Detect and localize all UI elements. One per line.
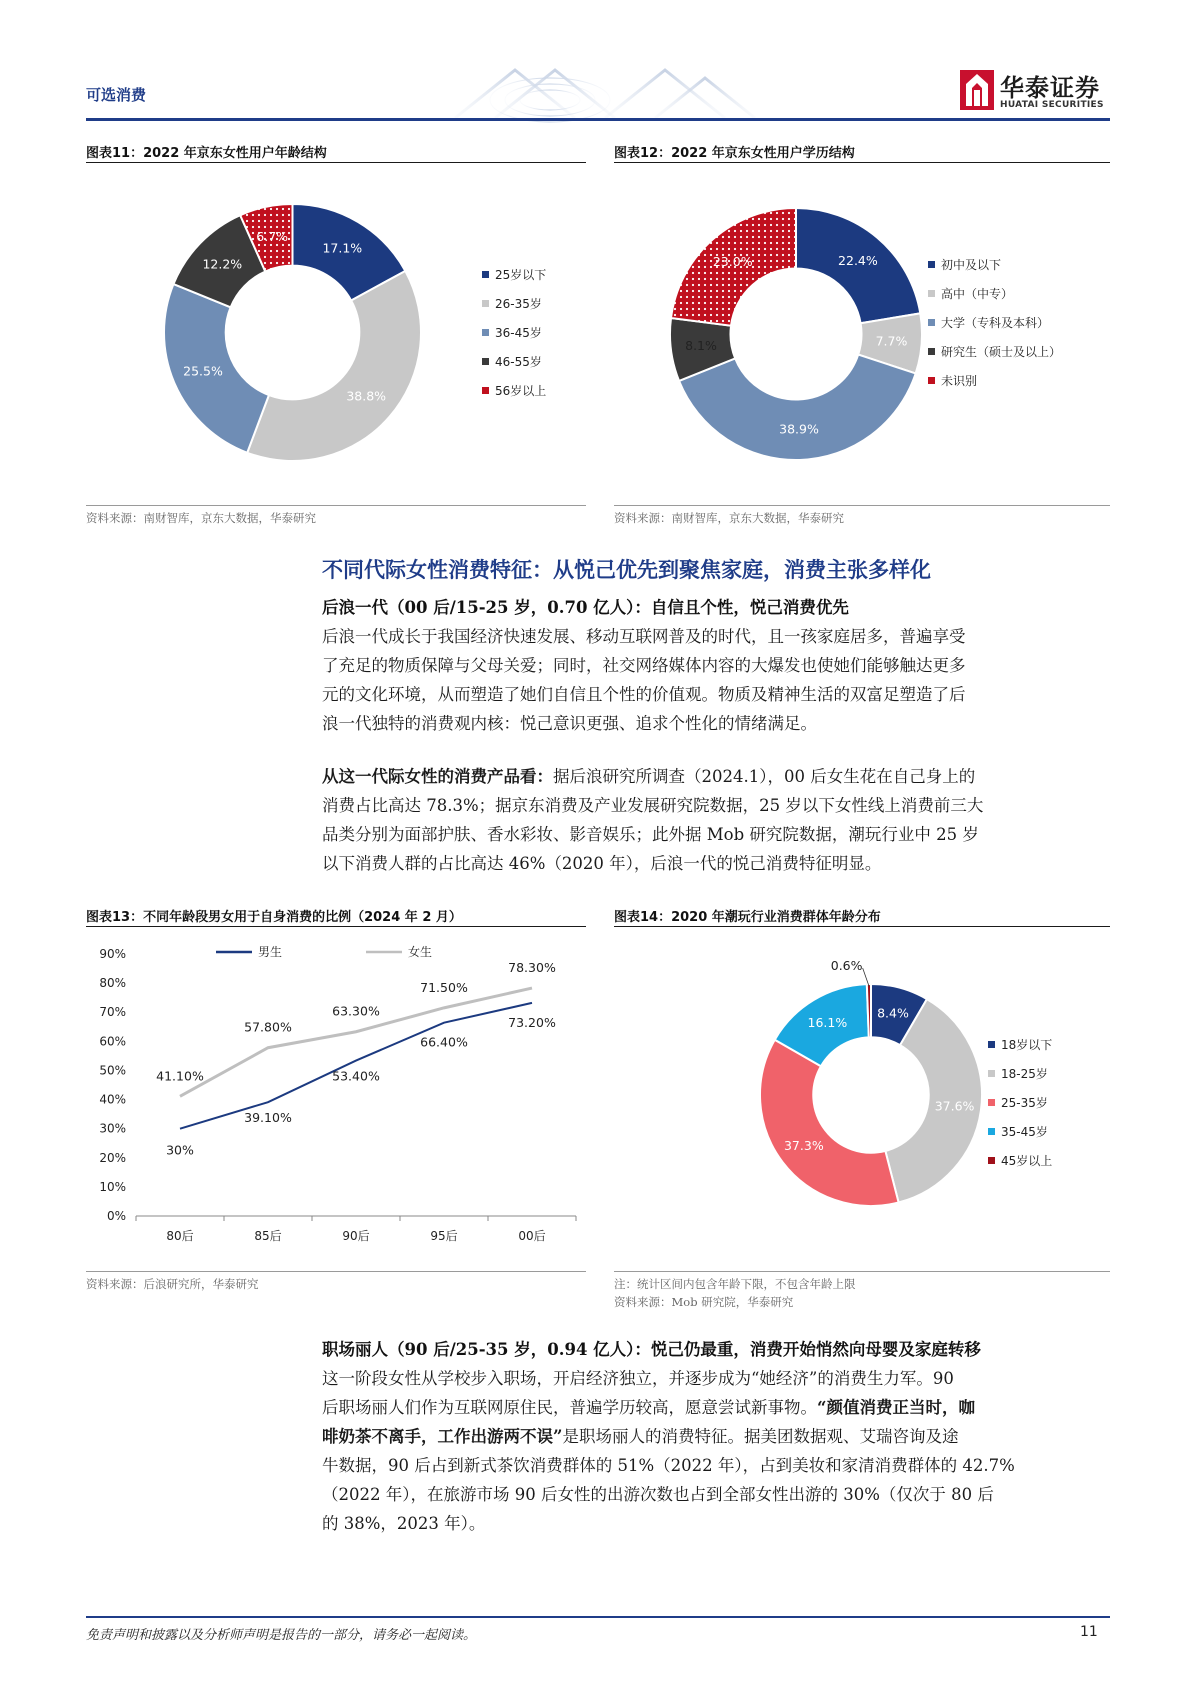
fig12-bottom-rule xyxy=(614,505,1110,506)
fig13-data-label-0-2: 53.40% xyxy=(332,1068,380,1084)
fig14-legend-item-3 xyxy=(988,1123,1048,1140)
fig13-xtick-label-0: 80后 xyxy=(166,1229,194,1243)
workplace-line-4: 牛数据，90 后占到新式茶饮消费群体的 51%（2022 年），占到美妆和家清消费群体的 42.7% xyxy=(322,1456,1015,1475)
fig12-legend-label-4: 未识别 xyxy=(941,374,978,388)
gen-z-p2-line-1: 据后浪研究所调查（2024.1），00 后女生花在自己身上的 xyxy=(553,767,976,786)
fig12-legend-item-0 xyxy=(928,256,1001,273)
fig11-legend-item-1 xyxy=(482,295,542,312)
fig11-legend-label-0: 25岁以下 xyxy=(495,268,547,282)
huatai-logo-mark xyxy=(960,70,994,110)
header-decoration-graphic xyxy=(455,60,785,118)
footer-disclaimer: 免责声明和披露以及分析师声明是报告的一部分，请务必一起阅读。 xyxy=(86,1628,477,1643)
gen-z-p2-line-4: 以下消费人群的占比高达 46%（2020 年），后浪一代的悦己消费特征明显。 xyxy=(322,854,882,873)
fig13-data-label-1-4: 78.30% xyxy=(508,960,556,976)
fig11-legend-label-4: 56岁以上 xyxy=(495,384,547,398)
fig14-legend-swatch-3 xyxy=(988,1128,995,1135)
fig14-top-rule xyxy=(614,926,1110,927)
fig14-donut-chart xyxy=(756,958,986,1210)
fig13-source: 资料来源：后浪研究所，华泰研究 xyxy=(86,1277,259,1291)
workplace-line-6: 的 38%，2023 年）。 xyxy=(322,1514,486,1533)
fig11-legend-item-4 xyxy=(482,382,546,399)
fig14-legend-label-4: 45岁以上 xyxy=(1001,1154,1053,1168)
fig14-legend-item-4 xyxy=(988,1152,1052,1169)
fig11-slice-label-0: 17.1% xyxy=(322,240,363,256)
gen-z-paragraph-2 xyxy=(322,762,1112,878)
fig13-legend-label-1: 女生 xyxy=(408,945,433,959)
fig11-slice-label-4: 6.7% xyxy=(256,228,289,244)
fig11-legend-label-2: 36-45岁 xyxy=(495,326,542,340)
fig13-title: 图表13：不同年龄段男女用于自身消费的比例（2024 年 2 月） xyxy=(86,910,462,925)
fig11-top-rule xyxy=(86,162,586,163)
fig12-legend-swatch-3 xyxy=(928,348,935,355)
fig11-title: 图表11：2022 年京东女性用户年龄结构 xyxy=(86,146,327,161)
fig14-legend-item-2 xyxy=(988,1094,1048,1111)
fig14-legend-label-3: 35-45岁 xyxy=(1001,1125,1048,1139)
page-number: 11 xyxy=(1080,1624,1098,1640)
fig14-slice-label-1: 37.6% xyxy=(934,1098,975,1114)
fig12-legend-swatch-4 xyxy=(928,377,935,384)
fig13-ytick-3: 30% xyxy=(99,1121,126,1136)
fig11-legend xyxy=(482,266,592,396)
fig13-data-label-0-4: 73.20% xyxy=(508,1014,556,1030)
fig11-slice-label-2: 25.5% xyxy=(183,363,223,379)
gen-z-p1-line-1: 后浪一代成长于我国经济快速发展、移动互联网普及的时代，且一孩家庭居多，普遍享受 xyxy=(322,627,966,646)
fig13-data-label-1-2: 63.30% xyxy=(332,1003,380,1019)
gen-z-p1-line-4: 浪一代独特的消费观内核：悦己意识更强、追求个性化的情绪满足。 xyxy=(322,714,817,733)
workplace-line-3a: 啡奶茶不离手，工作出游两不误” xyxy=(322,1427,563,1446)
fig12-title: 图表12：2022 年京东女性用户学历结构 xyxy=(614,146,855,161)
fig13-ytick-1: 10% xyxy=(99,1179,126,1194)
fig14-slice-label-0: 8.4% xyxy=(877,1005,909,1021)
fig13-xtick-label-3: 95后 xyxy=(430,1229,458,1243)
gen-z-p1-line-2: 了充足的物质保障与父母关爱；同时，社交网络媒体内容的大爆发也使她们能够触达更多 xyxy=(322,656,966,675)
fig14-slice-2 xyxy=(760,1040,899,1206)
fig11-donut-chart xyxy=(160,200,425,465)
fig11-legend-item-2 xyxy=(482,324,542,341)
fig14-slice-label-3: 16.1% xyxy=(807,1014,848,1030)
fig14-legend-swatch-1 xyxy=(988,1070,995,1077)
fig12-legend-swatch-1 xyxy=(928,290,935,297)
fig13-top-rule xyxy=(86,926,586,927)
fig11-bottom-rule xyxy=(86,505,586,506)
fig12-donut-chart xyxy=(666,204,926,464)
workplace-line-2b: “颜值消费正当时，咖 xyxy=(817,1398,975,1417)
fig14-legend xyxy=(988,1036,1098,1166)
fig13-ytick-7: 70% xyxy=(99,1005,126,1020)
fig14-slice-label-4: 0.6% xyxy=(830,958,863,974)
fig12-legend-item-4 xyxy=(928,372,977,389)
fig12-slice-label-2: 38.9% xyxy=(779,421,819,437)
fig14-bottom-rule xyxy=(614,1271,1110,1272)
fig13-ytick-4: 40% xyxy=(99,1092,126,1107)
fig11-legend-swatch-3 xyxy=(482,358,489,365)
fig12-source: 资料来源：南财智库，京东大数据，华泰研究 xyxy=(614,511,844,525)
fig13-xtick-label-2: 90后 xyxy=(342,1229,370,1243)
fig13-ytick-9: 90% xyxy=(99,947,126,961)
fig14-legend-item-0 xyxy=(988,1036,1052,1053)
fig12-legend-label-3: 研究生（硕士及以上） xyxy=(941,345,1062,359)
fig14-legend-item-1 xyxy=(988,1065,1048,1082)
fig14-legend-swatch-0 xyxy=(988,1041,995,1048)
fig14-slice-label-2: 37.3% xyxy=(783,1138,824,1154)
fig13-data-label-0-3: 66.40% xyxy=(420,1034,468,1050)
fig11-source: 资料来源：南财智库，京东大数据，华泰研究 xyxy=(86,511,316,525)
fig13-data-label-1-0: 41.10% xyxy=(156,1068,204,1084)
fig12-legend-label-0: 初中及以下 xyxy=(941,258,1002,272)
fig14-legend-label-1: 18-25岁 xyxy=(1001,1067,1048,1081)
fig11-legend-swatch-0 xyxy=(482,271,489,278)
fig13-line-chart xyxy=(86,940,586,1260)
gen-z-paragraph-1 xyxy=(322,622,1112,738)
fig12-slice-label-1: 7.7% xyxy=(875,333,908,349)
fig11-legend-item-3 xyxy=(482,353,542,370)
fig12-legend-label-1: 高中（中专） xyxy=(941,287,1014,301)
fig13-xtick-label-4: 00后 xyxy=(518,1229,546,1243)
fig11-legend-label-3: 46-55岁 xyxy=(495,355,542,369)
fig13-ytick-0: 0% xyxy=(106,1209,126,1223)
fig11-legend-swatch-1 xyxy=(482,300,489,307)
section-heading: 不同代际女性消费特征：从悦己优先到聚焦家庭，消费主张多样化 xyxy=(322,557,931,582)
fig14-note: 注：统计区间内包含年龄下限，不包含年龄上限 xyxy=(614,1277,856,1291)
fig12-legend-swatch-0 xyxy=(928,261,935,268)
fig14-legend-swatch-4 xyxy=(988,1157,995,1164)
gen-z-subtitle: 后浪一代（00 后/15-25 岁，0.70 亿人）：自信且个性，悦己消费优先 xyxy=(322,598,849,617)
fig11-legend-label-1: 26-35岁 xyxy=(495,297,542,311)
fig13-bottom-rule xyxy=(86,1271,586,1272)
section-tag: 可选消费 xyxy=(86,86,147,104)
fig14-source: 资料来源：Mob 研究院，华泰研究 xyxy=(614,1295,794,1309)
logo-text-en: HUATAI SECURITIES xyxy=(1000,100,1104,110)
workplace-paragraph xyxy=(322,1364,1112,1538)
fig11-legend-swatch-4 xyxy=(482,387,489,394)
fig11-slice-label-3: 12.2% xyxy=(202,256,243,272)
fig13-data-label-1-3: 71.50% xyxy=(420,979,468,995)
fig11-legend-item-0 xyxy=(482,266,546,283)
fig14-legend-label-2: 25-35岁 xyxy=(1001,1096,1048,1110)
workplace-line-3b: 是职场丽人的消费特征。据美团数据观、艾瑞咨询及途 xyxy=(562,1427,959,1446)
fig11-slice-1 xyxy=(247,271,421,461)
workplace-line-1: 这一阶段女性从学校步入职场，开启经济独立，并逐步成为“她经济”的消费生力军。90 xyxy=(322,1369,954,1388)
fig12-slice-label-3: 8.1% xyxy=(685,338,717,354)
fig13-xtick-label-1: 85后 xyxy=(254,1229,282,1243)
gen-z-p2-line-2: 消费占比高达 78.3%；据京东消费及产业发展研究院数据，25 岁以下女性线上消费前三大 xyxy=(322,796,984,815)
gen-z-p1-line-3: 元的文化环境，从而塑造了她们自信且个性的价值观。物质及精神生活的双富足塑造了后 xyxy=(322,685,966,704)
fig12-slice-2 xyxy=(679,355,916,460)
fig13-data-label-0-0: 30% xyxy=(166,1142,194,1158)
fig11-slice-label-1: 38.8% xyxy=(346,388,387,404)
fig13-legend-label-0: 男生 xyxy=(258,945,283,959)
fig12-slice-label-4: 23.0% xyxy=(712,254,753,270)
fig13-data-label-1-1: 57.80% xyxy=(244,1019,292,1035)
fig12-legend-label-2: 大学（专科及本科） xyxy=(941,316,1050,330)
fig13-data-label-0-1: 39.10% xyxy=(244,1110,292,1126)
fig13-ytick-8: 80% xyxy=(99,976,126,991)
fig12-legend xyxy=(928,256,1108,396)
gen-z-p2-lead: 从这一代际女性的消费产品看： xyxy=(322,767,553,786)
fig13-ytick-6: 60% xyxy=(99,1034,126,1049)
gen-z-p2-line-3: 品类分别为面部护肤、香水彩妆、影音娱乐；此外据 Mob 研究院数据，潮玩行业中 25 岁 xyxy=(322,825,979,844)
fig12-slice-label-0: 22.4% xyxy=(838,252,878,268)
fig12-legend-swatch-2 xyxy=(928,319,935,326)
fig13-ytick-2: 20% xyxy=(99,1150,126,1165)
fig12-legend-item-1 xyxy=(928,285,1013,302)
footer-rule xyxy=(86,1616,1110,1618)
workplace-subtitle: 职场丽人（90 后/25-35 岁，0.94 亿人）：悦己仍最重，消费开始悄然向母婴及家庭转移 xyxy=(322,1340,981,1359)
fig14-title: 图表14：2020 年潮玩行业消费群体年龄分布 xyxy=(614,910,881,925)
fig14-legend-label-0: 18岁以下 xyxy=(1001,1038,1053,1052)
fig11-legend-swatch-2 xyxy=(482,329,489,336)
fig13-ytick-5: 50% xyxy=(99,1063,126,1078)
fig12-legend-item-3 xyxy=(928,343,1061,360)
fig14-legend-swatch-2 xyxy=(988,1099,995,1106)
header-rule xyxy=(86,118,1110,121)
workplace-line-5: （2022 年），在旅游市场 90 后女性的出游次数也占到全部女性出游的 30%（仅次于 80 后 xyxy=(322,1485,994,1504)
logo-text-cn: 华泰证券 xyxy=(1000,74,1100,102)
fig12-legend-item-2 xyxy=(928,314,1049,331)
workplace-line-2a: 后职场丽人们作为互联网原住民，普遍学历较高，愿意尝试新事物。 xyxy=(322,1398,817,1417)
fig12-top-rule xyxy=(614,162,1110,163)
